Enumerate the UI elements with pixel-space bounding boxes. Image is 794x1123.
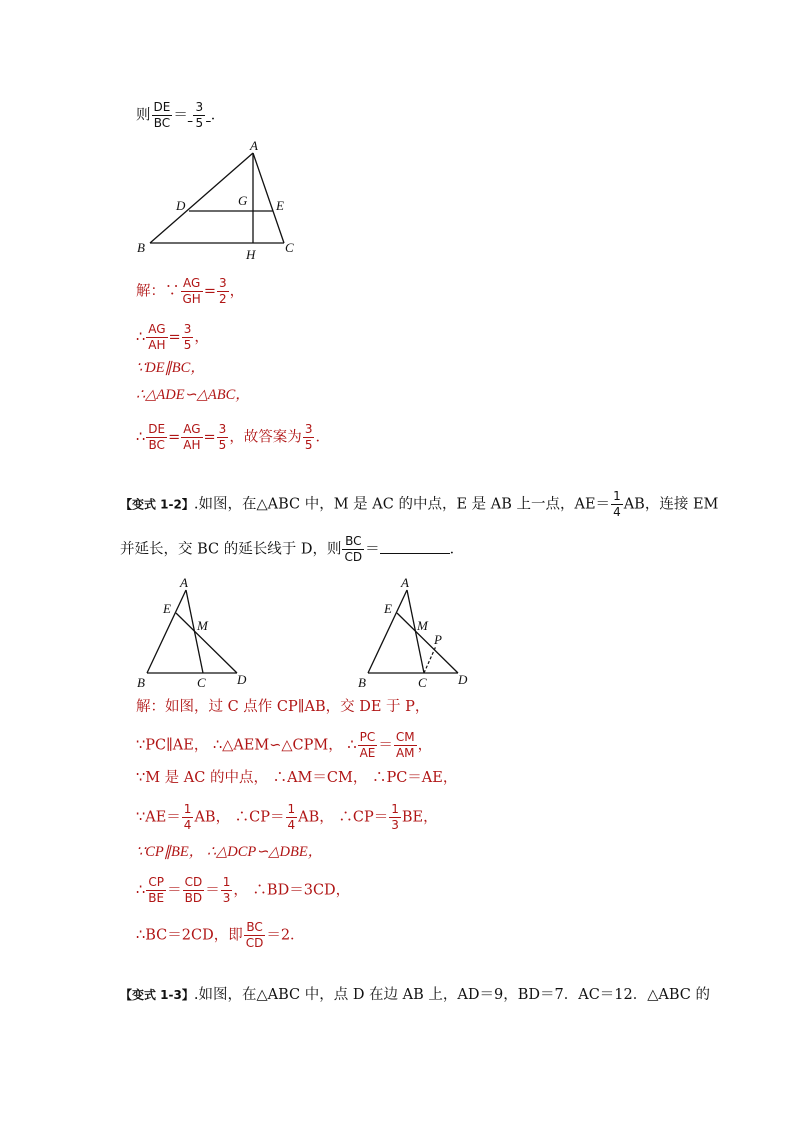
q13-line1: 【变式 1-3】.如图，在△ABC 中，点 D 在边 AB 上，AD＝9，BD＝7．AC＝12．△ABC 的 — [120, 987, 711, 1003]
sol2-line2: ∵PC∥AE， ∴△AEM∽△CPM， ∴ $\frac{PC}{AE}$ ＝ $\frac{CM}{AM}$ ， — [136, 730, 433, 760]
sol1-line4: ∴△ADE∽△ABC， — [136, 387, 250, 403]
label-P: P — [434, 632, 442, 647]
sol2-line5: ∵CP∥BE， ∴△DCP∽△DBE， — [136, 844, 323, 860]
sol2-line4: ∵AE＝ $\frac{1}{4}$ AB， ∴CP＝ $\frac{1}{4}$ AB， ∴CP＝ $\frac{1}{3}$ BE， — [136, 802, 438, 832]
label-C: C — [285, 240, 294, 255]
sol1-line3: ∵DE∥BC， — [136, 360, 205, 376]
label-B: B — [358, 675, 366, 690]
q12-line2: 并延长，交 BC 的延长线于 D，则 $\frac{BC}{CD}$ ＝ ． — [120, 534, 465, 564]
label-D: D — [237, 672, 247, 687]
sol1-line2: ∴ $\frac{AG}{AH}$ = $\frac{3}{5}$ ， — [136, 322, 209, 352]
label-C: C — [197, 675, 206, 690]
label-D: D — [176, 198, 186, 213]
label-E: E — [384, 601, 392, 616]
label-E: E — [276, 198, 284, 213]
label-D: D — [458, 672, 468, 687]
sol2-line3: ∵M 是 AC 的中点， ∴AM＝CM， ∴PC＝AE， — [136, 770, 458, 786]
answer-line: 则 $\frac{DE}{BC}$ ＝ $\frac{3}{5}$ ． — [136, 100, 226, 130]
label-B: B — [137, 675, 145, 690]
label-H: H — [246, 247, 256, 262]
sol2-line1: 解：如图，过 C 点作 CP∥AB，交 DE 于 P， — [136, 699, 430, 715]
label-G: G — [238, 193, 248, 208]
label-A: A — [180, 575, 188, 590]
label-A: A — [250, 138, 258, 153]
sol1-line1: 解：∵ $\frac{AG}{GH}$ = $\frac{3}{2}$ ， — [136, 276, 245, 306]
q13-tag: 【变式 1-3】 — [120, 988, 194, 1002]
label-M: M — [197, 618, 208, 633]
sol1-line5: ∴ $\frac{DE}{BC}$ = $\frac{AG}{AH}$ = $\frac{3}{5}$ ，故答案为 $\frac{3}{5}$ ． — [136, 422, 330, 452]
label-A: A — [401, 575, 409, 590]
fraction-answer: $\frac{3}{5}$ — [195, 100, 204, 130]
sol2-line7: ∴BC＝2CD，即 $\frac{BC}{CD}$ ＝2． — [136, 920, 305, 950]
fraction-de-bc: $\frac{DE}{BC}$ — [153, 100, 171, 130]
sol2-line6: ∴ $\frac{CP}{BE}$ ＝ $\frac{CD}{BD}$ ＝ $\frac{1}{3}$ ， ∴BD＝3CD， — [136, 875, 351, 905]
label-M: M — [417, 618, 428, 633]
q12-line1: 【变式 1-2】.如图，在△ABC 中，M 是 AC 的中点，E 是 AB 上一点，AE＝ $\frac{1}{4}$ AB，连接 EM — [120, 489, 719, 519]
q12-tag: 【变式 1-2】 — [120, 497, 194, 512]
label-B: B — [137, 240, 145, 255]
label-C: C — [418, 675, 427, 690]
label-E: E — [163, 601, 171, 616]
